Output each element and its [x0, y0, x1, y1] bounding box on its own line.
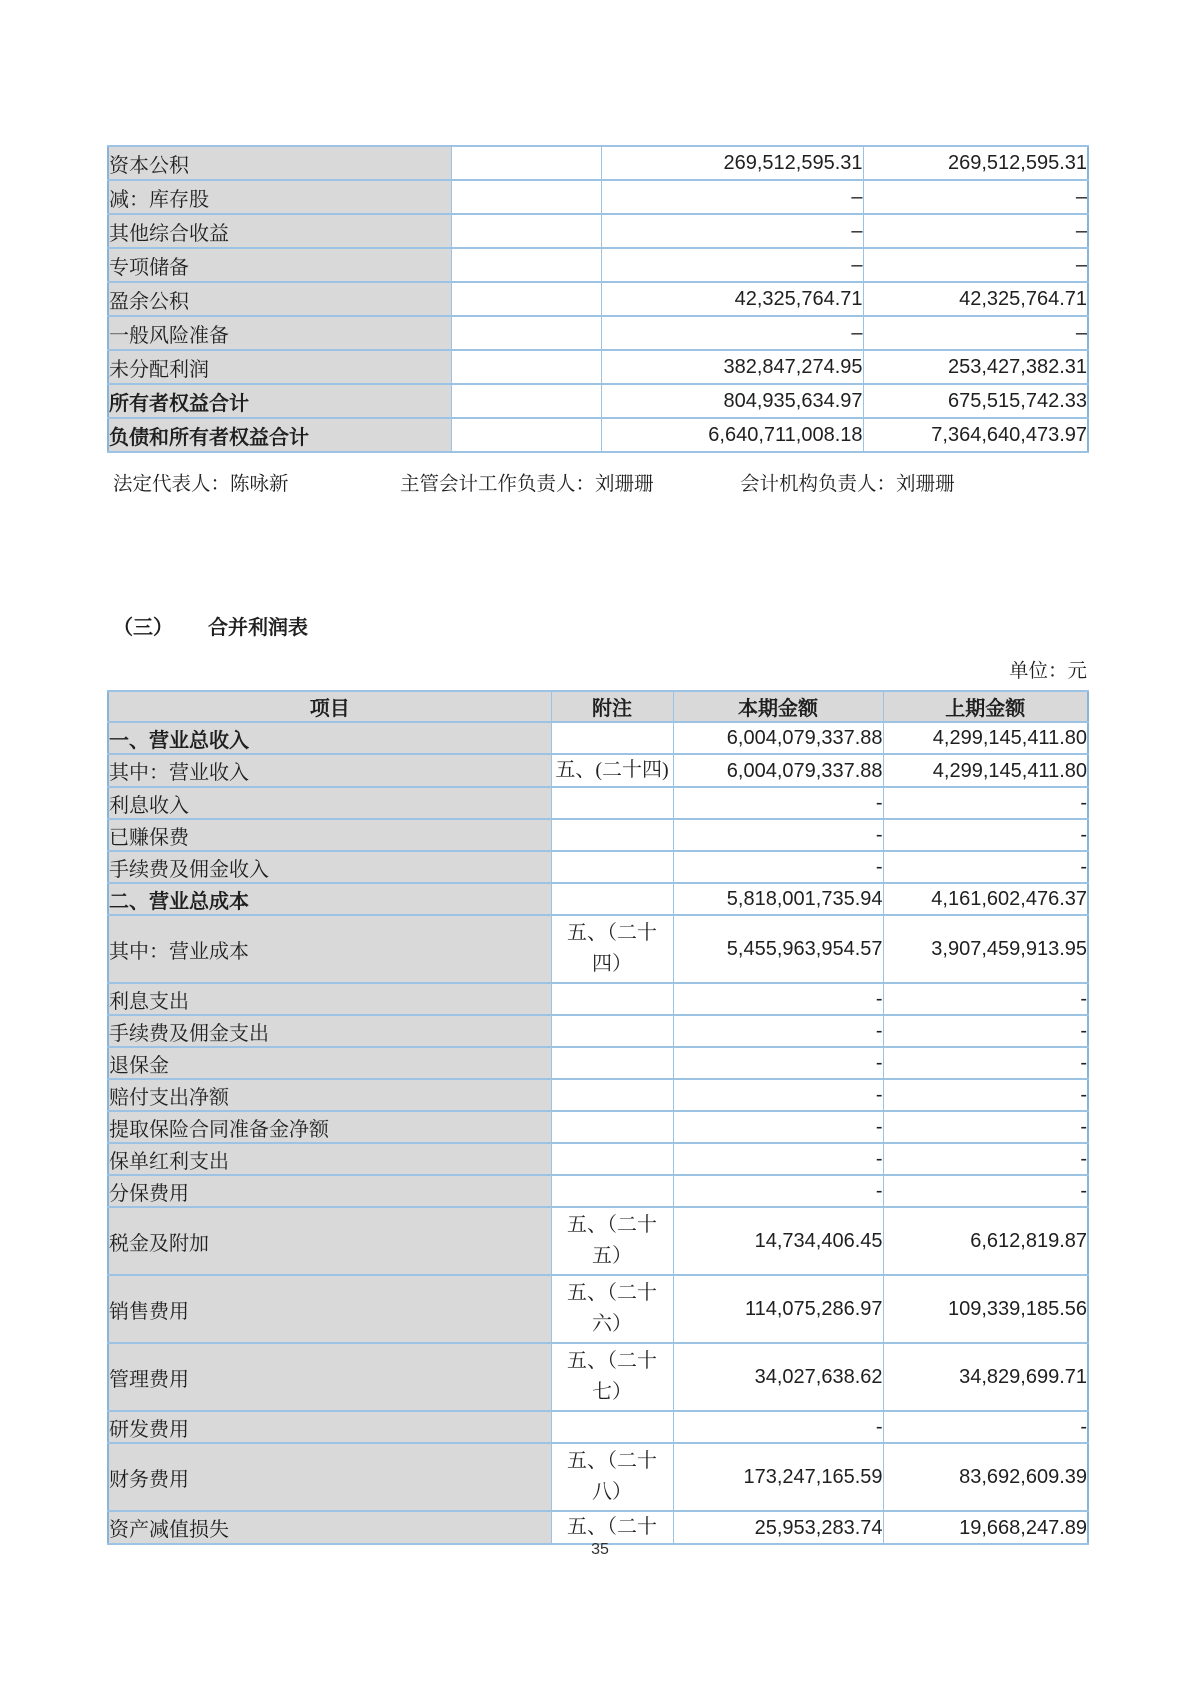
table-row	[108, 1207, 1088, 1275]
prior-amount: 269,512,595.31	[863, 146, 1088, 180]
row-label: 资本公积	[108, 146, 451, 180]
row-label: 退保金	[108, 1047, 551, 1079]
row-label: 资产减值损失	[108, 1511, 551, 1544]
prior-amount: 6,612,819.87	[883, 1207, 1088, 1275]
note-cell: 五、（二十 七）	[551, 1343, 673, 1411]
current-amount: –	[601, 214, 863, 248]
note-cell	[451, 180, 601, 214]
table-row	[108, 983, 1088, 1015]
current-amount: -	[673, 1047, 883, 1079]
current-amount: 34,027,638.62	[673, 1343, 883, 1411]
row-label: 一、营业总收入	[108, 722, 551, 754]
note-cell	[451, 384, 601, 418]
table-row	[108, 819, 1088, 851]
prior-amount: 109,339,185.56	[883, 1275, 1088, 1343]
row-label: 其中：营业成本	[108, 915, 551, 983]
note-cell	[551, 1079, 673, 1111]
section-number: （三）	[113, 617, 173, 639]
note-cell	[451, 350, 601, 384]
prior-amount: 3,907,459,913.95	[883, 915, 1088, 983]
income-statement-table	[107, 690, 1089, 1545]
income-statement-body	[108, 691, 1088, 1544]
current-amount: -	[673, 1079, 883, 1111]
row-label: 所有者权益合计	[108, 384, 451, 418]
table-row	[108, 915, 1088, 983]
note-cell: 五、(二十四)	[551, 754, 673, 787]
current-amount: -	[673, 851, 883, 883]
row-label: 已赚保费	[108, 819, 551, 851]
row-label: 手续费及佣金支出	[108, 1015, 551, 1047]
note-cell	[551, 1111, 673, 1143]
current-amount: -	[673, 787, 883, 819]
table-row	[108, 1275, 1088, 1343]
header-prior-amount: 上期金额	[883, 691, 1088, 722]
chief-accountant: 主管会计工作负责人：刘珊珊	[400, 474, 654, 495]
note-cell	[551, 1143, 673, 1175]
row-label: 其他综合收益	[108, 214, 451, 248]
row-label: 分保费用	[108, 1175, 551, 1207]
row-label: 二、营业总成本	[108, 883, 551, 915]
table-row	[108, 384, 1088, 418]
note-cell	[551, 722, 673, 754]
table-row	[108, 1079, 1088, 1111]
table-row	[108, 350, 1088, 384]
prior-amount: -	[883, 1079, 1088, 1111]
current-amount: 804,935,634.97	[601, 384, 863, 418]
balance-sheet-table-container	[107, 145, 1089, 453]
row-label: 研发费用	[108, 1411, 551, 1443]
row-label: 未分配利润	[108, 350, 451, 384]
current-amount: 42,325,764.71	[601, 282, 863, 316]
current-amount: 14,734,406.45	[673, 1207, 883, 1275]
row-label: 一般风险准备	[108, 316, 451, 350]
table-row	[108, 851, 1088, 883]
row-label: 负债和所有者权益合计	[108, 418, 451, 452]
row-label: 提取保险合同准备金净额	[108, 1111, 551, 1143]
table-row	[108, 1047, 1088, 1079]
row-label: 销售费用	[108, 1275, 551, 1343]
table-row	[108, 180, 1088, 214]
current-amount: 382,847,274.95	[601, 350, 863, 384]
prior-amount: -	[883, 851, 1088, 883]
note-cell	[551, 851, 673, 883]
row-label: 减：库存股	[108, 180, 451, 214]
note-cell	[451, 214, 601, 248]
table-row	[108, 248, 1088, 282]
note-cell: 五、（二十 六）	[551, 1275, 673, 1343]
prior-amount: -	[883, 787, 1088, 819]
table-row	[108, 1175, 1088, 1207]
table-row	[108, 1511, 1088, 1544]
current-amount: -	[673, 1143, 883, 1175]
current-amount: 114,075,286.97	[673, 1275, 883, 1343]
current-amount: 5,818,001,735.94	[673, 883, 883, 915]
prior-amount: -	[883, 1411, 1088, 1443]
note-cell: 五、（二十 四）	[551, 915, 673, 983]
prior-amount: -	[883, 1175, 1088, 1207]
accounting-department-head: 会计机构负责人：刘珊珊	[740, 474, 955, 495]
current-amount: 5,455,963,954.57	[673, 915, 883, 983]
table-row	[108, 1411, 1088, 1443]
prior-amount: 4,299,145,411.80	[883, 722, 1088, 754]
legal-representative: 法定代表人：陈咏新	[113, 474, 289, 495]
table-row	[108, 1343, 1088, 1411]
current-amount: 6,004,079,337.88	[673, 754, 883, 787]
prior-amount: -	[883, 1047, 1088, 1079]
row-label: 利息收入	[108, 787, 551, 819]
header-item: 项目	[108, 691, 551, 722]
table-row	[108, 787, 1088, 819]
prior-amount: –	[863, 214, 1088, 248]
table-row	[108, 722, 1088, 754]
note-cell	[451, 248, 601, 282]
note-cell	[551, 1015, 673, 1047]
note-cell	[551, 819, 673, 851]
income-statement-header-row	[108, 691, 1088, 722]
prior-amount: -	[883, 1111, 1088, 1143]
page-number: 35	[591, 1541, 609, 1558]
table-row	[108, 1111, 1088, 1143]
note-cell	[551, 1047, 673, 1079]
table-row	[108, 214, 1088, 248]
row-label: 财务费用	[108, 1443, 551, 1511]
current-amount: -	[673, 1111, 883, 1143]
prior-amount: -	[883, 1143, 1088, 1175]
prior-amount: –	[863, 316, 1088, 350]
table-row	[108, 1015, 1088, 1047]
balance-sheet-table	[107, 145, 1089, 453]
current-amount: –	[601, 248, 863, 282]
note-cell	[451, 146, 601, 180]
table-row	[108, 316, 1088, 350]
note-cell	[551, 787, 673, 819]
prior-amount: –	[863, 248, 1088, 282]
table-row	[108, 1143, 1088, 1175]
prior-amount: 42,325,764.71	[863, 282, 1088, 316]
prior-amount: –	[863, 180, 1088, 214]
current-amount: –	[601, 180, 863, 214]
current-amount: -	[673, 819, 883, 851]
header-current-amount: 本期金额	[673, 691, 883, 722]
prior-amount: 83,692,609.39	[883, 1443, 1088, 1511]
note-cell: 五、（二十 八）	[551, 1443, 673, 1511]
row-label: 赔付支出净额	[108, 1079, 551, 1111]
prior-amount: -	[883, 819, 1088, 851]
note-cell	[451, 418, 601, 452]
table-row	[108, 1443, 1088, 1511]
current-amount: -	[673, 1411, 883, 1443]
prior-amount: 4,299,145,411.80	[883, 754, 1088, 787]
prior-amount: 7,364,640,473.97	[863, 418, 1088, 452]
prior-amount: 253,427,382.31	[863, 350, 1088, 384]
prior-amount: 19,668,247.89	[883, 1511, 1088, 1544]
current-amount: 6,640,711,008.18	[601, 418, 863, 452]
current-amount: 6,004,079,337.88	[673, 722, 883, 754]
income-statement-table-container	[107, 690, 1089, 1545]
row-label: 利息支出	[108, 983, 551, 1015]
prior-amount: 675,515,742.33	[863, 384, 1088, 418]
table-row	[108, 146, 1088, 180]
prior-amount: -	[883, 983, 1088, 1015]
table-row	[108, 418, 1088, 452]
note-cell: 五、（二十	[551, 1511, 673, 1544]
note-cell	[551, 883, 673, 915]
signature-line	[0, 468, 1200, 494]
balance-sheet-body	[108, 146, 1088, 452]
current-amount: 25,953,283.74	[673, 1511, 883, 1544]
note-cell	[551, 1175, 673, 1207]
note-cell	[451, 282, 601, 316]
current-amount: –	[601, 316, 863, 350]
unit-label: 单位：元	[1008, 661, 1087, 682]
row-label: 专项储备	[108, 248, 451, 282]
row-label: 税金及附加	[108, 1207, 551, 1275]
section-title: 合并利润表	[208, 617, 308, 639]
table-row	[108, 754, 1088, 787]
header-note: 附注	[551, 691, 673, 722]
prior-amount: -	[883, 1015, 1088, 1047]
current-amount: 269,512,595.31	[601, 146, 863, 180]
note-cell	[551, 1411, 673, 1443]
table-row	[108, 883, 1088, 915]
row-label: 手续费及佣金收入	[108, 851, 551, 883]
table-row	[108, 282, 1088, 316]
row-label: 其中：营业收入	[108, 754, 551, 787]
section-heading	[113, 611, 308, 640]
prior-amount: 34,829,699.71	[883, 1343, 1088, 1411]
prior-amount: 4,161,602,476.37	[883, 883, 1088, 915]
note-cell: 五、（二十 五）	[551, 1207, 673, 1275]
row-label: 盈余公积	[108, 282, 451, 316]
current-amount: -	[673, 1015, 883, 1047]
row-label: 管理费用	[108, 1343, 551, 1411]
row-label: 保单红利支出	[108, 1143, 551, 1175]
note-cell	[551, 983, 673, 1015]
current-amount: -	[673, 1175, 883, 1207]
current-amount: -	[673, 983, 883, 1015]
note-cell	[451, 316, 601, 350]
current-amount: 173,247,165.59	[673, 1443, 883, 1511]
